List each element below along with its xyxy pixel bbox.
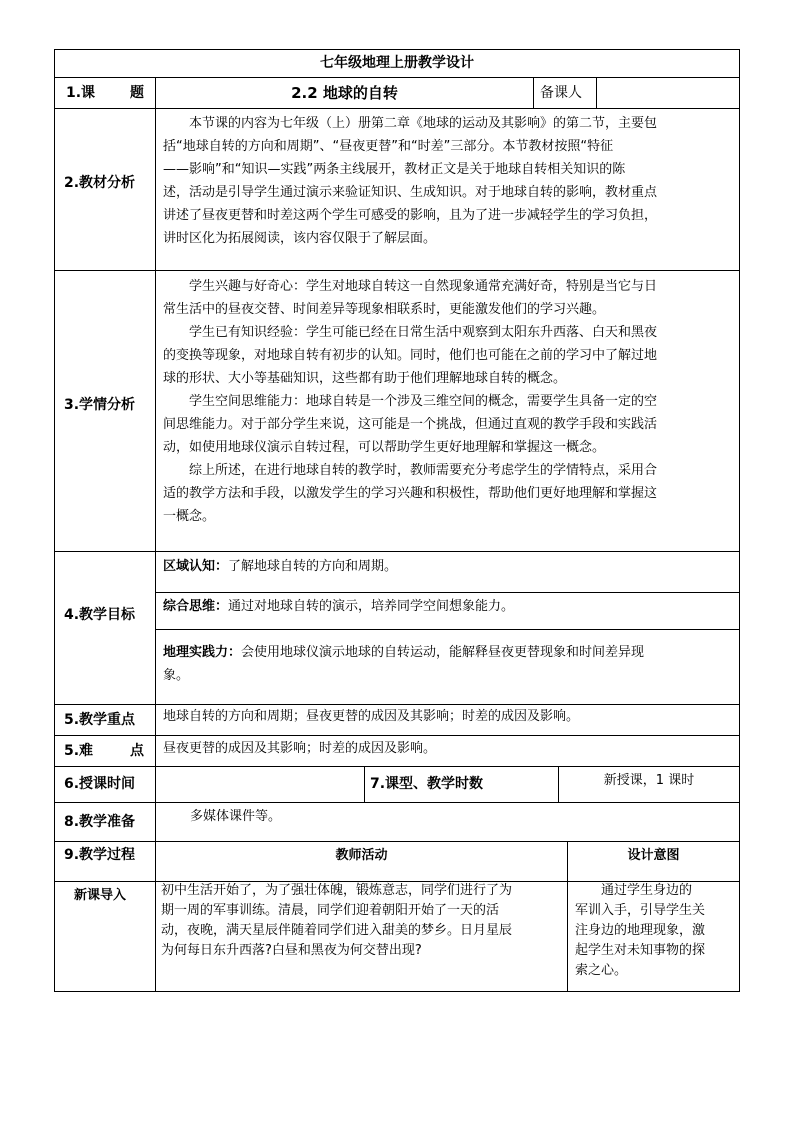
lesson-type-value: 新授课，1 课时 [603,773,695,788]
textbook-analysis-text [163,112,657,250]
intro-line: 初中生活开始了，为了强壮体魄，锻炼意志，同学们进行了为 [161,883,513,898]
lesson-time-value-cell [155,766,365,803]
objective-1-text: 了解地球自转的方向和周期。 [228,559,398,574]
intent-line: 通过学生身边的 [601,883,693,898]
objective-3 [163,641,644,687]
design-intent-header: 设计意图 [627,848,680,863]
process-label: 9.教学过程 [64,847,136,863]
intro-label: 新课导入 [74,888,127,903]
difficulties-label-b: 点 [130,743,144,759]
topic-label-b: 题 [130,85,144,101]
teacher-activity-header: 教师活动 [335,848,388,863]
objective-2 [163,595,514,618]
analysis-line: 讲时区化为拓展阅读，该内容仅限于了解层面。 [163,231,437,246]
intro-intent-text [575,881,705,981]
lesson-time-label: 6.授课时间 [64,776,136,792]
lesson-type-label: 7.课型、教学时数 [370,776,484,792]
intent-line: 索之心。 [575,963,628,978]
analysis-line: ——影响”和“知识—实践”两条主线展开，教材正文是关于地球自转相关知识的陈 [163,162,626,177]
learner-line: 球的形状、大小等基础知识，这些都有助于他们理解地球自转的概念。 [163,371,567,386]
objective-3-head: 地理实践力： [163,645,242,660]
learner-line: 间思维能力。对于部分学生来说，这可能是一个挑战，但通过直观的教学手段和实践活 [163,417,658,432]
learner-line: 学生空间思维能力：地球自转是一个涉及三维空间的概念，需要学生具备一定的空 [189,394,658,409]
objective-3-text-cont: 象。 [163,668,190,683]
analysis-line: 述，活动是引导学生通过演示来验证知识、生成知识。对于地球自转的影响，教材重点 [163,185,658,200]
objectives-label: 4.教学目标 [64,607,136,623]
learner-line: 适的教学方法和手段，以激发学生的学习兴趣和积极性，帮助他们更好地理解和掌握这 [163,486,658,501]
topic-value: 2.2 地球的自转 [291,84,398,102]
learner-line: 学生已有知识经验：学生可能已经在日常生活中观察到太阳东升西落、白天和黑夜 [189,325,658,340]
objective-2-head: 综合思维： [163,599,229,614]
learner-line: 常生活中的昼夜交替、时间差异等现象相联系时，更能激发他们的学习兴趣。 [163,302,606,317]
page-title: 七年级地理上册教学设计 [320,55,474,71]
intro-line: 期一周的军事训练。清晨，同学们迎着朝阳开始了一天的活 [161,903,500,918]
analysis-line: 讲述了昼夜更替和时差这两个学生可感受的影响，且为了进一步减轻学生的学习负担， [163,208,658,223]
key-points-text: 地球自转的方向和周期；昼夜更替的成因及其影响；时差的成因及影响。 [163,709,580,724]
objective-1 [163,555,397,578]
topic-label-a: 1.课 [66,85,96,101]
analysis-line: 括“地球自转的方向和周期”、“昼夜更替”和“时差”三部分。本节教材按照“特征 [163,139,614,154]
learner-line: 学生兴趣与好奇心：学生对地球自转这一自然现象通常充满好奇，特别是当它与日 [189,279,658,294]
objective-2-text: 通过对地球自转的演示，培养同学空间想象能力。 [228,599,515,614]
preparer-label: 备课人 [540,85,582,101]
intent-line: 军训入手，引导学生关 [575,903,706,918]
learner-line: 动，如使用地球仪演示自转过程，可以帮助学生更好地理解和掌握这一概念。 [163,440,606,455]
intent-line: 起学生对未知事物的探 [575,943,706,958]
key-points-label: 5.教学重点 [64,712,136,728]
preparation-text: 多媒体课件等。 [190,809,282,824]
learner-line: 综上所述，在进行地球自转的教学时，教师需要充分考虑学生的学情特点，采用合 [189,463,658,478]
learner-analysis-label: 3.学情分析 [64,397,136,413]
intro-teacher-text [161,881,512,961]
difficulties-text: 昼夜更替的成因及其影响；时差的成因及影响。 [163,741,437,756]
learner-analysis-text [163,275,657,528]
objective-3-text: 会使用地球仪演示地球的自转运动，能解释昼夜更替现象和时间差异现 [241,645,645,660]
difficulties-label-a: 5.难 [64,743,94,759]
preparer-value-cell [596,77,740,109]
learner-line: 一概念。 [163,509,216,524]
preparation-label: 8.教学准备 [64,814,136,830]
intent-line: 注身边的地理现象，激 [575,923,706,938]
intro-line: 动，夜晚，满天星辰伴随着同学们进入甜美的梦乡。日月星辰 [161,923,513,938]
objective-1-head: 区域认知： [163,559,229,574]
textbook-analysis-label: 2.教材分析 [64,175,136,191]
objectives-label-cell [54,551,156,705]
analysis-line: 本节课的内容为七年级（上）册第二章《地球的运动及其影响》的第二节，主要包 [189,116,658,131]
intro-line: 为何每日东升西落?白昼和黑夜为何交替出现? [161,943,422,958]
learner-line: 的变换等现象，对地球自转有初步的认知。同时，他们也可能在之前的学习中了解过地 [163,348,658,363]
